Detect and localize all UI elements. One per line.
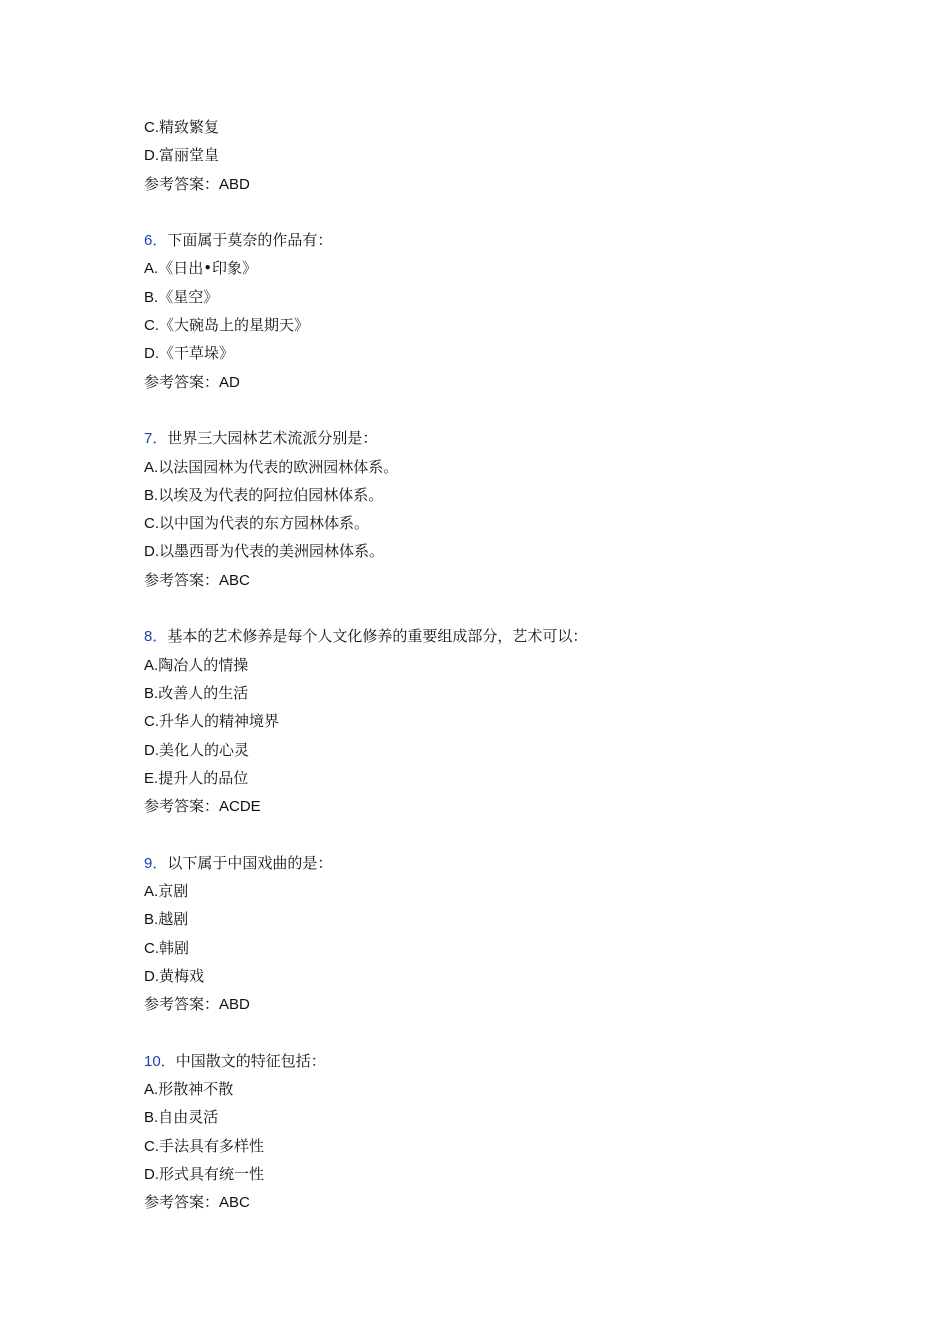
option-letter: A. (144, 883, 159, 901)
question-block-continued (144, 113, 844, 198)
option-letter: B. (144, 911, 159, 929)
answer-line (144, 1188, 844, 1216)
option-line (144, 679, 844, 707)
option-line (144, 311, 844, 339)
option-letter: B. (144, 684, 159, 702)
answer-label: 参考答案： (144, 174, 220, 193)
option-line (144, 1103, 844, 1131)
option-letter: C. (144, 119, 159, 136)
option-letter: C. (144, 1137, 159, 1155)
option-line (144, 113, 844, 141)
option-letter: D. (144, 741, 159, 759)
answer-value: ABC (219, 571, 250, 589)
option-letter: D. (144, 543, 159, 561)
option-text: 升华人的精神境界 (159, 712, 280, 731)
option-text: 精致繁复 (159, 118, 220, 136)
option-text: 陶冶人的情操 (158, 655, 249, 674)
option-letter: A. (144, 1081, 159, 1099)
option-text: 以中国为代表的东方园林体系。 (159, 514, 370, 533)
answer-value: ABD (219, 996, 250, 1014)
question-stem (144, 226, 844, 254)
option-line (144, 905, 844, 933)
option-text: 韩剧 (159, 938, 190, 957)
option-line (144, 537, 844, 565)
option-letter: D. (144, 345, 159, 363)
option-letter: E. (144, 769, 159, 787)
answer-value: AD (219, 373, 240, 391)
question-stem (144, 424, 844, 452)
option-text: 美化人的心灵 (159, 740, 250, 759)
question-number: 6． (144, 232, 168, 250)
question-stem (144, 1047, 844, 1075)
option-line (144, 934, 844, 962)
answer-line (144, 368, 844, 396)
question-number: 9． (144, 854, 168, 872)
question-block (144, 849, 844, 1019)
option-line (144, 1160, 844, 1188)
option-line (144, 877, 844, 905)
option-text: 京剧 (158, 882, 189, 901)
question-text: 以下属于中国戏曲的是： (167, 853, 333, 872)
question-block (144, 226, 844, 396)
option-line (144, 651, 844, 679)
option-text: 《日出•印象》 (158, 259, 258, 278)
question-text: 基本的艺术修养是每个人文化修养的重要组成部分，艺术可以： (167, 627, 588, 646)
option-text: 以墨西哥为代表的美洲园林体系。 (159, 542, 385, 561)
option-text: 《干草垛》 (159, 344, 235, 363)
option-letter: C. (144, 317, 159, 335)
option-line (144, 962, 844, 990)
option-text: 形式具有统一性 (159, 1164, 265, 1183)
option-text: 提升人的品位 (158, 768, 249, 787)
option-letter: D. (144, 1165, 159, 1183)
option-letter: C. (144, 515, 159, 533)
option-text: 《大碗岛上的星期天》 (159, 316, 310, 335)
option-text: 以埃及为代表的阿拉伯园林体系。 (158, 485, 384, 504)
option-text: 形散神不散 (158, 1080, 234, 1099)
answer-line (144, 566, 844, 594)
option-text: 手法具有多样性 (159, 1136, 265, 1155)
option-letter: A. (144, 656, 159, 674)
question-number: 10． (144, 1052, 176, 1070)
answer-value: ABD (219, 175, 250, 193)
spacer (144, 1019, 844, 1047)
option-text: 自由灵活 (158, 1108, 219, 1127)
question-text: 中国散文的特征包括： (175, 1051, 326, 1070)
answer-value: ACDE (219, 798, 261, 816)
option-line (144, 141, 844, 169)
question-block (144, 622, 844, 820)
option-letter: D. (144, 967, 159, 985)
spacer (144, 594, 844, 622)
answer-label: 参考答案： (144, 372, 220, 391)
answer-line (144, 990, 844, 1018)
question-stem (144, 849, 844, 877)
question-block (144, 1047, 844, 1217)
option-line (144, 1075, 844, 1103)
answer-label: 参考答案： (144, 1193, 220, 1212)
option-text: 改善人的生活 (158, 683, 249, 702)
question-stem (144, 622, 844, 650)
option-letter: D. (144, 147, 159, 165)
question-block (144, 424, 844, 594)
question-number: 7． (144, 430, 168, 448)
option-line (144, 509, 844, 537)
question-text: 下面属于莫奈的作品有： (167, 231, 333, 250)
spacer (144, 820, 844, 848)
answer-label: 参考答案： (144, 797, 220, 816)
question-number: 8． (144, 628, 168, 646)
option-line (144, 453, 844, 481)
option-line (144, 764, 844, 792)
answer-label: 参考答案： (144, 570, 220, 589)
option-line (144, 1132, 844, 1160)
option-line (144, 707, 844, 735)
option-letter: A. (144, 260, 159, 278)
spacer (144, 198, 844, 226)
option-letter: B. (144, 486, 159, 504)
option-letter: C. (144, 713, 159, 731)
option-line (144, 339, 844, 367)
option-text: 黄梅戏 (159, 966, 205, 985)
option-letter: B. (144, 288, 159, 306)
option-text: 富丽堂皇 (159, 146, 220, 165)
option-text: 越剧 (158, 910, 189, 929)
answer-value: ABC (219, 1194, 250, 1212)
question-text: 世界三大园林艺术流派分别是： (167, 429, 378, 448)
option-line (144, 736, 844, 764)
option-line (144, 481, 844, 509)
answer-line (144, 170, 844, 198)
option-text: 以法国园林为代表的欧洲园林体系。 (158, 457, 399, 476)
option-line (144, 283, 844, 311)
spacer (144, 396, 844, 424)
question-list (144, 113, 844, 1217)
option-line (144, 254, 844, 282)
answer-line (144, 792, 844, 820)
option-letter: A. (144, 458, 159, 476)
option-text: 《星空》 (158, 287, 219, 306)
option-letter: C. (144, 939, 159, 957)
answer-label: 参考答案： (144, 995, 220, 1014)
option-letter: B. (144, 1109, 159, 1127)
